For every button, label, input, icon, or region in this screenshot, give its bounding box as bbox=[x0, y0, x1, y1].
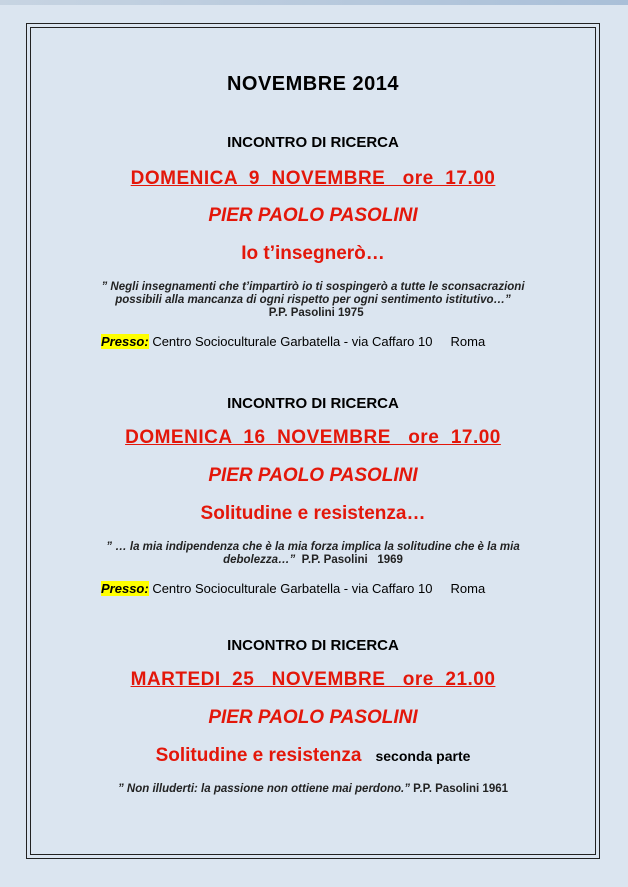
event-2-venue-address: Centro Socioculturale Garbatella - via Caffaro 10 Roma bbox=[148, 581, 486, 596]
event-1-author: PIER PAOLO PASOLINI bbox=[208, 205, 418, 226]
event-1-quote-signature: P.P. Pasolini 1975 bbox=[262, 307, 364, 319]
event-3-quote-text: ” Non illuderti: la passione non ottiene mai perdono.” bbox=[117, 783, 410, 795]
event-3-quote-signature: P.P. Pasolini 1961 bbox=[409, 783, 509, 795]
event-2-author: PIER PAOLO PASOLINI bbox=[208, 465, 418, 486]
event-3-title: Solitudine e resistenza bbox=[155, 745, 362, 766]
event-1-quote-text: ” Negli insegnamenti che t’impartirò io ti sospingerò a tutte le sconsacrazioni possibili alla mancanza di ogni rispetto per ogni sentimento istitutivo…” bbox=[101, 281, 525, 306]
event-2-date: DOMENICA 16 NOVEMBRE ore 17.00 bbox=[125, 427, 501, 448]
event-2-venue-label: Presso: bbox=[101, 581, 149, 596]
page-title: NOVEMBRE 2014 bbox=[226, 73, 400, 95]
event-3-author: PIER PAOLO PASOLINI bbox=[208, 707, 418, 728]
event-2-quote-signature: P.P. Pasolini 1969 bbox=[295, 554, 403, 566]
event-2-title: Solitudine e resistenza… bbox=[200, 503, 426, 524]
event-2-venue bbox=[101, 581, 561, 596]
event-1-date: DOMENICA 9 NOVEMBRE ore 17.00 bbox=[130, 168, 496, 189]
event-1-meeting-label: INCONTRO DI RICERCA bbox=[227, 134, 399, 151]
window-top-bar bbox=[0, 0, 628, 5]
event-1-venue-address: Centro Socioculturale Garbatella - via Caffaro 10 Roma bbox=[148, 334, 486, 349]
event-2-meeting-label: INCONTRO DI RICERCA bbox=[227, 395, 399, 412]
event-1-venue bbox=[101, 334, 561, 349]
event-3-date: MARTEDI 25 NOVEMBRE ore 21.00 bbox=[130, 669, 496, 690]
event-2-quote bbox=[100, 541, 526, 567]
event-1-quote bbox=[100, 281, 526, 320]
event-3-subtitle: seconda parte bbox=[375, 748, 471, 764]
event-3-title-line bbox=[30, 745, 596, 767]
event-2-quote-text: ” … la mia indipendenza che è la mia forza implica la solitudine che è la mia debolezza…” bbox=[106, 541, 520, 566]
event-3-quote bbox=[100, 783, 526, 796]
event-3-meeting-label: INCONTRO DI RICERCA bbox=[227, 637, 399, 654]
event-1-title: Io t’insegnerò… bbox=[241, 243, 385, 264]
event-1-venue-label: Presso: bbox=[101, 334, 149, 349]
